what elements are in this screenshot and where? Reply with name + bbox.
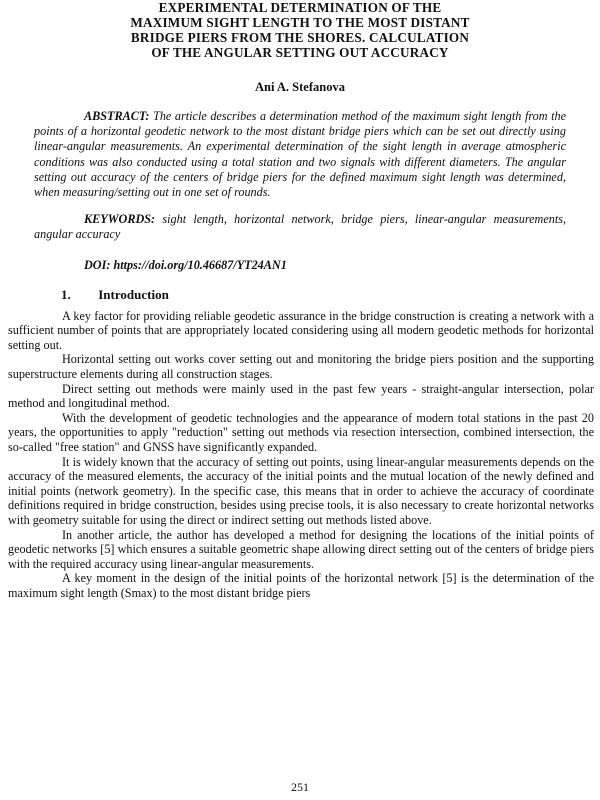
title-line: EXPERIMENTAL DETERMINATION OF THE (158, 0, 442, 15)
paragraph: Direct setting out methods were mainly used in the past few years - straight-angular intersection, polar method and longitudinal method. (8, 381, 594, 411)
page-number: 251 (291, 780, 309, 794)
title-line: OF THE ANGULAR SETTING OUT ACCURACY (151, 45, 449, 60)
doi-link[interactable]: DOI: https://doi.org/10.46687/YT24AN1 (84, 257, 287, 272)
body-text (8, 309, 594, 601)
keywords-label: KEYWORDS: (84, 212, 156, 227)
keywords (34, 212, 566, 242)
author-name: Ani A. Stefanova (255, 80, 345, 94)
keywords-text: sight length, horizontal network, bridge piers, linear-angular measurements, angular accuracy (34, 212, 567, 242)
paragraph: It is widely known that the accuracy of setting out points, using linear-angular measurements depends on the accuracy of the measured elements, the accuracy of the initial points and the mutual location of the newly defined and initial points (network geometry). In the specific case, this means that in order to achieve the accuracy of coordinate definitions required in bridge construction, besides using precise tools, it is also necessary to create horizontal networks with geometry suitable for using the direct or indirect setting out methods listed above. (8, 454, 594, 527)
title-line: BRIDGE PIERS FROM THE SHORES. CALCULATION (130, 30, 470, 45)
abstract-text: The article describes a determination method of the maximum sight length from the points of a horizontal geodetic network to the most distant bridge piers which can be set out directly using linear-angular measurements. An experimental determination of the sight length in average atmospheric conditions was also conducted using a total station and two signals with different diameters. The angular setting out accuracy of the centers of bridge piers for the defined maximum sight length was determined, when measuring/setting out in one set of rounds. (34, 109, 566, 200)
paragraph: A key factor for providing reliable geodetic assurance in the bridge construction is creating a network with a sufficient number of points that are appropriately located considering using all modern geodetic methods for horizontal setting out. (8, 308, 594, 352)
paper-title (6, 0, 594, 60)
paragraph: With the development of geodetic technologies and the appearance of modern total stations in the past 20 years, the opportunities to apply "reduction" setting out methods via resection intersection, combined intersection, the so-called "free station" and GNSS have significantly expanded. (8, 410, 594, 454)
paragraph: Horizontal setting out works cover setting out and monitoring the bridge piers position and the supporting superstructure elements during all construction stages. (8, 352, 594, 381)
section-heading (61, 287, 594, 303)
section-title: Introduction (98, 286, 169, 302)
abstract-label: ABSTRACT: (84, 109, 150, 123)
title-line: MAXIMUM SIGHT LENGTH TO THE MOST DISTANT (130, 15, 470, 30)
paragraph: In another article, the author has developed a method for designing the locations of the initial points of geodetic networks [5] which ensures a suitable geometric shape allowing direct setting out of the centers of bridge piers with the required accuracy using linear-angular measurements. (8, 527, 594, 571)
paragraph: A key moment in the design of the initial points of the horizontal network [5] is the determination of the maximum sight length (Smax) to the most distant bridge piers (8, 571, 594, 600)
abstract (34, 109, 566, 200)
section-number: 1. (61, 286, 71, 302)
